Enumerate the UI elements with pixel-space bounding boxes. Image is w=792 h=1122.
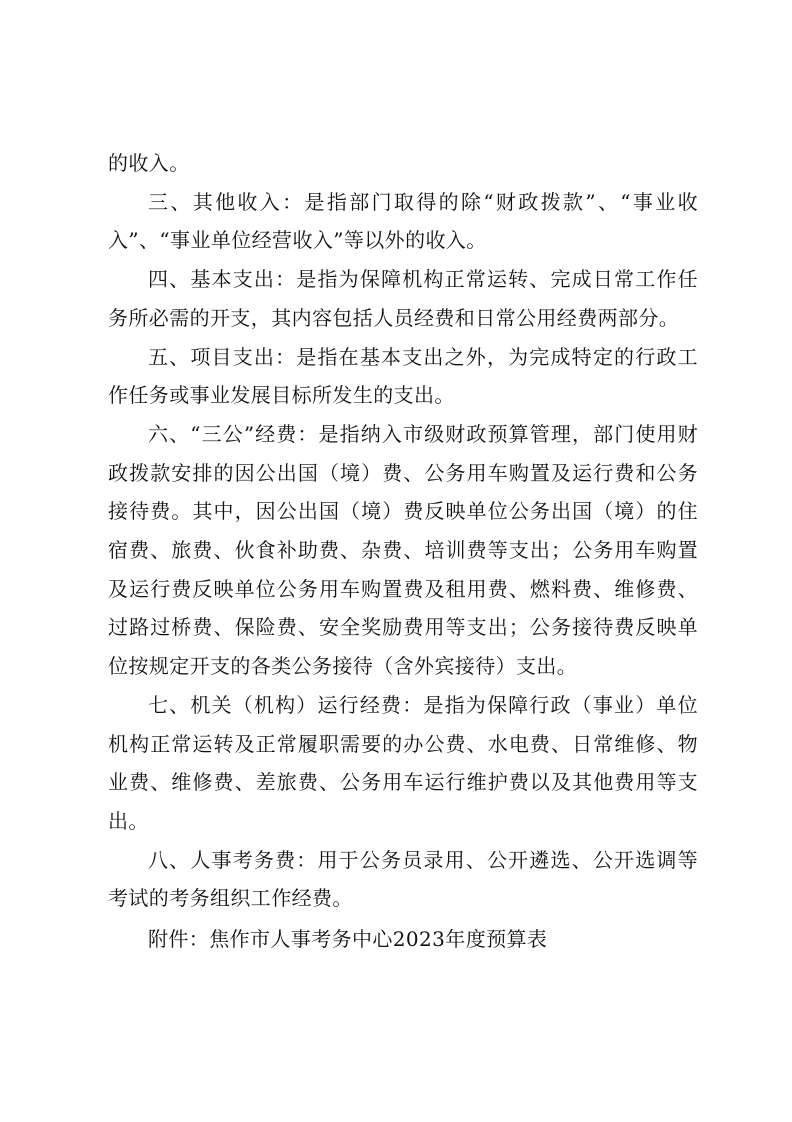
paragraph-three-public-expenses: 六、“三公”经费：是指纳入市级财政预算管理，部门使用财政拨款安排的因公出国（境）费、公务用车购置及运行费和公务接待费。其中，因公出国（境）费反映单位公务出国（境）的住宿费、旅费、伙食补助费、杂费、培训费等支出；公务用车购置及运行费反映单位公务用车购置费及租用费、燃料费、维修费、过路过桥费、保险费、安全奖励费用等支出；公务接待费反映单位按规定开支的各类公务接待（含外宾接待）支出。 [108, 421, 698, 679]
paragraph-other-income: 三、其他收入：是指部门取得的除“财政拨款”、“事业收入”、“事业单位经营收入”等以外的收入。 [108, 189, 698, 253]
paragraph-basic-expenditure: 四、基本支出：是指为保障机构正常运转、完成日常工作任务所必需的开支，其内容包括人员经费和日常公用经费两部分。 [108, 267, 698, 330]
paragraph-operating-expenses: 七、机关（机构）运行经费：是指为保障行政（事业）单位机构正常运转及正常履职需要的办公费、水电费、日常维修、物业费、维修费、差旅费、公务用车运行维护费以及其他费用等支出。 [108, 692, 698, 833]
paragraph-project-expenditure: 五、项目支出：是指在基本支出之外，为完成特定的行政工作任务或事业发展目标所发生的支出。 [108, 344, 698, 408]
paragraph-income-continued: 的收入。 [108, 151, 190, 175]
paragraph-exam-fees: 八、人事考务费：用于公务员录用、公开遴选、公开选调等考试的考务组织工作经费。 [108, 847, 698, 911]
attachment-line: 附件：焦作市人事考务中心2023年度预算表 [148, 927, 548, 951]
body-text [108, 144, 698, 918]
